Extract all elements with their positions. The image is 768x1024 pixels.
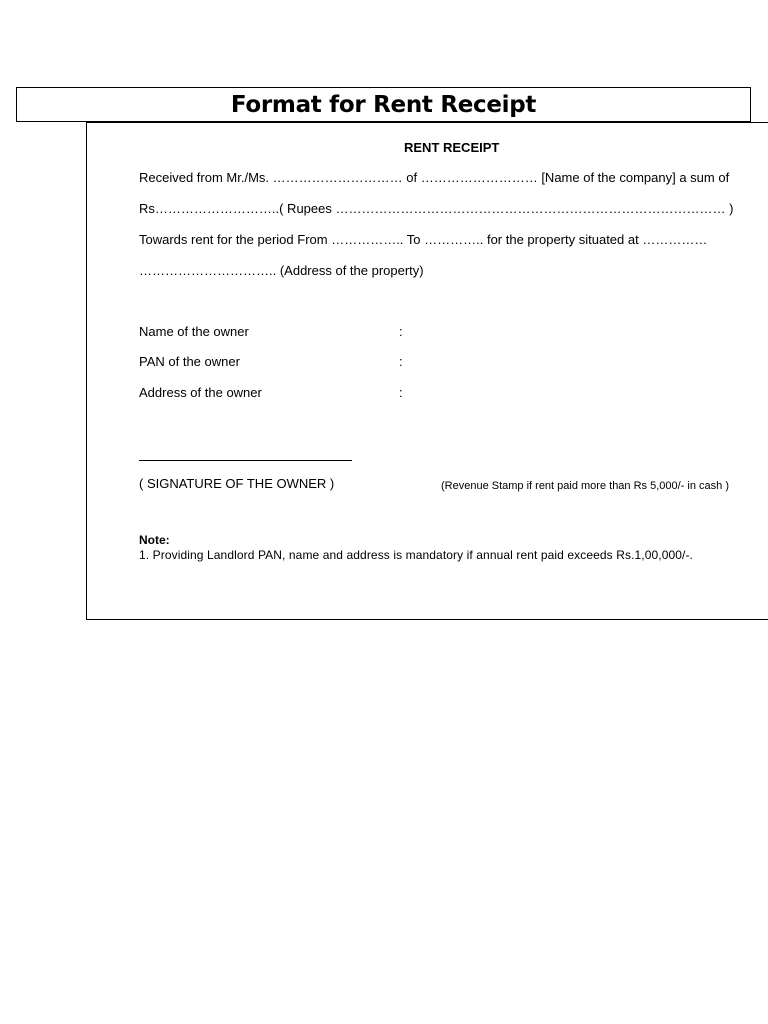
receipt-heading: RENT RECEIPT xyxy=(404,140,500,155)
note-title: Note: xyxy=(139,533,170,547)
title-box xyxy=(16,87,751,122)
page-title: Format for Rent Receipt xyxy=(230,92,537,118)
field-separator-owner-pan: : xyxy=(399,354,403,369)
field-separator-owner-address: : xyxy=(399,385,403,400)
body-line-address: ………………………….. (Address of the property) xyxy=(139,263,424,278)
field-label-owner-pan: PAN of the owner xyxy=(139,354,240,369)
signature-label: ( SIGNATURE OF THE OWNER ) xyxy=(139,476,335,491)
signature-line xyxy=(139,460,352,461)
field-label-owner-address: Address of the owner xyxy=(139,385,262,400)
body-line-amount: Rs………………………..( Rupees ……………………………………………………………………………… ) xyxy=(139,201,734,216)
body-line-period: Towards rent for the period From …………….. To ………….. for the property situated at …………… xyxy=(139,232,708,247)
field-label-owner-name: Name of the owner xyxy=(139,324,249,339)
body-line-received: Received from Mr./Ms. ………………………… of ……………………… [Name of the company] a sum of xyxy=(139,170,730,185)
field-separator-owner-name: : xyxy=(399,324,403,339)
receipt-box xyxy=(86,122,768,620)
revenue-stamp-note: (Revenue Stamp if rent paid more than Rs 5,000/- in cash ) xyxy=(441,480,729,492)
note-text: 1. Providing Landlord PAN, name and address is mandatory if annual rent paid exceeds Rs.1,00,000/-. xyxy=(139,548,693,562)
